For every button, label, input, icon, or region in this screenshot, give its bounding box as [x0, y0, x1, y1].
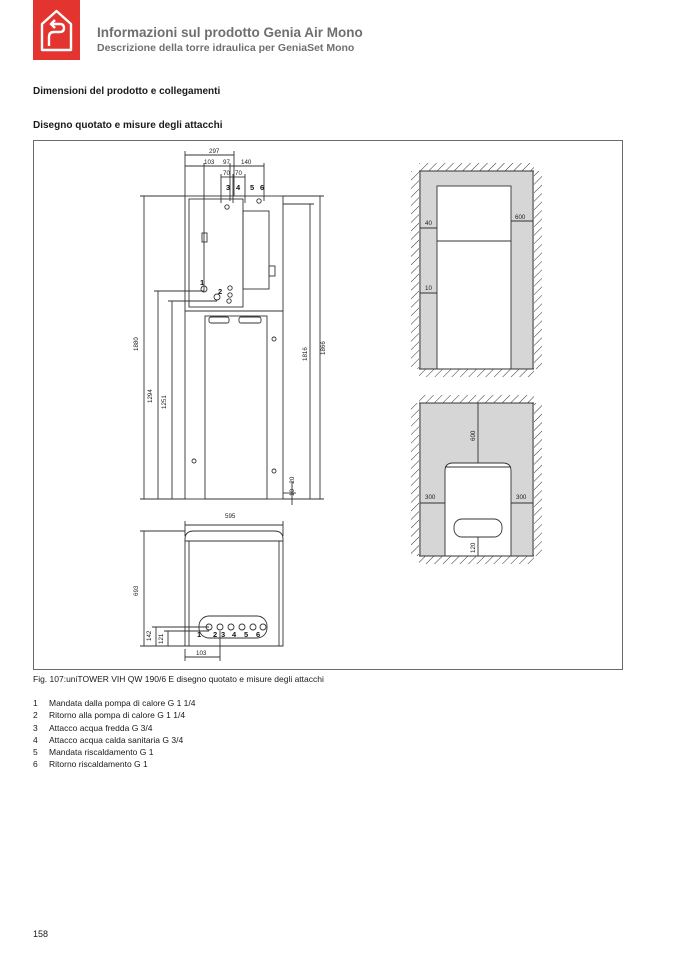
- dim-103-bottom: 103: [196, 650, 207, 657]
- port-label-5: 5: [250, 183, 255, 192]
- dim-10-20: 10 - 20: [289, 476, 296, 496]
- port-label-4: 4: [236, 183, 241, 192]
- dim-1880: 1880: [133, 337, 140, 351]
- clear-600-front: 600: [470, 430, 477, 441]
- dim-1816: 1816: [302, 347, 309, 361]
- section-title: Dimensioni del prodotto e collegamenti: [33, 86, 221, 97]
- legend-item: 1 Mandata dalla pompa di calore G 1 1/4: [33, 698, 196, 708]
- legend-item: 3 Attacco acqua fredda G 3/4: [33, 722, 153, 733]
- clear-600-side: 600: [515, 214, 526, 221]
- dim-1866: 1866: [320, 341, 327, 355]
- port-label-3: 3: [226, 183, 231, 192]
- dimension-drawing: [34, 141, 622, 669]
- connection-legend: [33, 698, 195, 772]
- dim-97: 97: [223, 159, 230, 166]
- dim-1294: 1294: [147, 389, 154, 403]
- legend-item: 6 Ritorno riscaldamento G 1: [33, 759, 148, 770]
- dim-140: 140: [241, 159, 252, 166]
- top-port-label-3: 3: [221, 630, 226, 639]
- top-port-label-1: 1: [197, 630, 202, 639]
- subsection-title: Disegno quotato e misure degli attacchi: [33, 120, 223, 131]
- clear-300-right: 300: [516, 494, 527, 501]
- brand-logo: [33, 0, 80, 60]
- top-port-label-2: 2: [213, 630, 218, 639]
- clear-300-left: 300: [425, 494, 436, 501]
- dim-70-left: 70: [223, 170, 230, 177]
- top-port-label-4: 4: [232, 630, 237, 639]
- dim-142: 142: [146, 630, 153, 641]
- top-port-label-5: 5: [244, 630, 249, 639]
- figure-caption: Fig. 107:uniTOWER VIH QW 190/6 E disegno quotato e misure degli attacchi: [33, 674, 324, 684]
- legend-item: 5 Mandata riscaldamento G 1: [33, 747, 154, 758]
- technical-drawing: [33, 140, 623, 670]
- header-title: Informazioni sul prodotto Genia Air Mono: [97, 25, 363, 40]
- dim-693: 693: [133, 585, 140, 596]
- port-label-1: 1: [200, 278, 205, 287]
- dim-595: 595: [225, 513, 236, 520]
- plan-clearance-view: [419, 403, 534, 556]
- front-view: [140, 151, 324, 505]
- side-clearance-view: [419, 171, 534, 369]
- dim-1251: 1251: [161, 395, 168, 409]
- clear-40: 40: [425, 220, 432, 227]
- dim-121: 121: [158, 633, 165, 644]
- legend-item: 2 Ritorno alla pompa di calore G 1 1/4: [33, 710, 186, 721]
- page-number: 158: [33, 929, 49, 939]
- clear-10: 10: [425, 285, 432, 292]
- dim-297: 297: [209, 148, 220, 155]
- header-subtitle: Descrizione della torre idraulica per GeniaSet Mono: [97, 42, 355, 54]
- top-port-label-6: 6: [256, 630, 261, 639]
- port-label-2: 2: [218, 287, 223, 296]
- dim-103: 103: [204, 159, 215, 166]
- house-pipe-icon: [33, 0, 80, 60]
- port-label-6: 6: [260, 183, 265, 192]
- clear-120: 120: [470, 542, 477, 553]
- legend-item: 4 Attacco acqua calda sanitaria G 3/4: [33, 734, 184, 745]
- dim-70-right: 70: [235, 170, 242, 177]
